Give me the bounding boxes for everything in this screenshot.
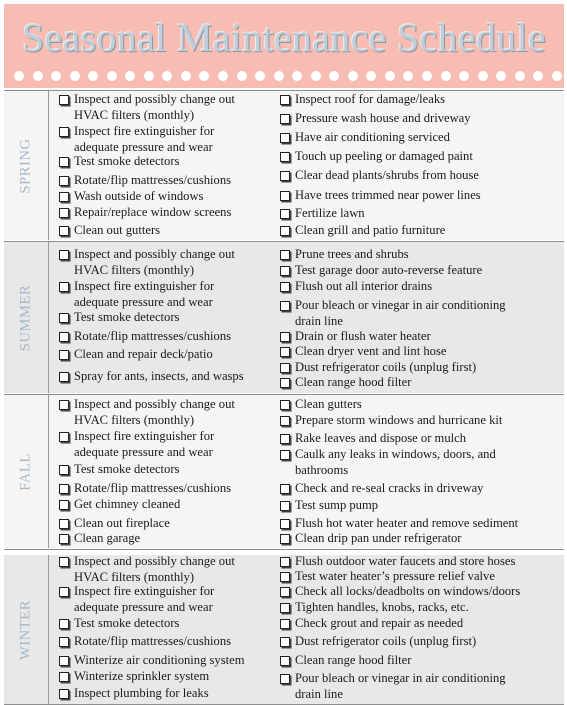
task-text: bathrooms: [295, 462, 349, 477]
task-text: Rotate/flip mattresses/cushions: [74, 481, 232, 495]
section-divider: [4, 549, 564, 550]
task-item: [59, 429, 214, 460]
season-section-spring: [4, 91, 564, 240]
task-text: Repair/replace window screens: [74, 205, 232, 219]
task-text: Inspect roof for damage/leaks: [295, 92, 446, 106]
task-item: [280, 344, 446, 360]
checkbox[interactable]: [59, 192, 69, 202]
season-name: SPRING: [17, 137, 34, 194]
checkbox[interactable]: [59, 656, 69, 666]
checkbox[interactable]: [280, 226, 290, 236]
task-text: Drain or flush water heater: [295, 329, 431, 343]
checkbox[interactable]: [59, 95, 69, 105]
task-item: [280, 600, 469, 616]
checkbox[interactable]: [59, 619, 69, 629]
task-text: Fertilize lawn: [295, 206, 365, 220]
task-item: [280, 375, 411, 391]
decorative-dot: [441, 71, 451, 81]
task-text: Check and re-seal cracks in driveway: [295, 481, 484, 495]
task-text: Clean gutters: [295, 397, 362, 411]
checkbox[interactable]: [280, 450, 290, 460]
section-divider: [4, 90, 564, 91]
decorative-dot: [14, 71, 24, 81]
task-item: [280, 130, 450, 146]
checkbox[interactable]: [280, 400, 290, 410]
checkbox[interactable]: [280, 95, 290, 105]
task-item: [280, 298, 506, 329]
task-item: [59, 686, 209, 702]
checkbox[interactable]: [59, 672, 69, 682]
checkbox[interactable]: [280, 266, 290, 276]
checkbox[interactable]: [59, 484, 69, 494]
task-text: adequate pressure and wear: [74, 444, 213, 459]
decorative-dot: [88, 71, 98, 81]
task-text: Caulk any leaks in windows, doors, and: [295, 447, 496, 461]
task-item: [59, 462, 179, 478]
decorative-dot: [218, 71, 228, 81]
task-text: Spray for ants, insects, and wasps: [74, 369, 244, 383]
checkbox[interactable]: [280, 434, 290, 444]
task-item: [59, 634, 231, 650]
task-text: adequate pressure and wear: [74, 599, 213, 614]
checkbox[interactable]: [280, 301, 290, 311]
checkbox[interactable]: [59, 587, 69, 597]
decorative-dot: [533, 71, 543, 81]
checkbox[interactable]: [280, 534, 290, 544]
decorative-dot: [33, 71, 43, 81]
task-text: HVAC filters (monthly): [74, 107, 195, 122]
decorative-dot: [385, 71, 395, 81]
task-item: [280, 397, 362, 413]
decorative-dot: [311, 71, 321, 81]
checkbox[interactable]: [280, 282, 290, 292]
task-text: Check grout and repair as needed: [295, 616, 464, 630]
task-item: [280, 481, 483, 497]
decorative-dot: [348, 71, 358, 81]
decorative-dot: [199, 71, 209, 81]
checkbox[interactable]: [280, 519, 290, 529]
section-divider: [4, 241, 564, 242]
checkbox[interactable]: [280, 637, 290, 647]
task-text: Rotate/flip mattresses/cushions: [74, 634, 232, 648]
task-item: [280, 149, 473, 165]
checkbox[interactable]: [59, 637, 69, 647]
task-text: drain line: [295, 686, 343, 701]
task-item: [59, 205, 231, 221]
task-text: Test garage door auto-reverse feature: [295, 263, 483, 277]
task-item: [280, 671, 506, 702]
task-item: [280, 431, 466, 447]
task-item: [59, 616, 179, 632]
checkbox[interactable]: [280, 378, 290, 388]
task-item: [280, 516, 518, 532]
task-text: Inspect fire extinguisher for: [74, 279, 215, 293]
season-section-summer: [4, 242, 564, 393]
decorative-dot: [496, 71, 506, 81]
dot-border: [14, 70, 562, 82]
task-item: [59, 531, 140, 547]
checkbox[interactable]: [280, 587, 290, 597]
task-item: [280, 569, 495, 585]
task-item: [280, 263, 482, 279]
task-item: [59, 124, 214, 155]
task-item: [59, 347, 213, 363]
task-item: [59, 279, 214, 310]
task-text: Inspect and possibly change out: [74, 92, 235, 106]
checkbox[interactable]: [59, 400, 69, 410]
task-text: Flush out all interior drains: [295, 279, 433, 293]
task-text: Get chimney cleaned: [74, 497, 181, 511]
task-text: Winterize air conditioning system: [74, 653, 245, 667]
decorative-dot: [51, 71, 61, 81]
checkbox[interactable]: [59, 557, 69, 567]
season-label-cell: [4, 91, 49, 240]
season-label-cell: [4, 242, 49, 393]
checkbox[interactable]: [280, 332, 290, 342]
task-item: [280, 329, 431, 345]
task-text: Clean garage: [74, 531, 141, 545]
task-text: Inspect plumbing for leaks: [74, 686, 209, 700]
season-name: WINTER: [17, 600, 34, 660]
task-text: Dust refrigerator coils (unplug first): [295, 634, 477, 648]
decorative-dot: [478, 71, 488, 81]
task-text: Clean and repair deck/patio: [74, 347, 213, 361]
task-text: Rake leaves and dispose or mulch: [295, 431, 467, 445]
task-text: Inspect fire extinguisher for: [74, 584, 215, 598]
decorative-dot: [70, 71, 80, 81]
task-text: Rotate/flip mattresses/cushions: [74, 329, 232, 343]
decorative-dot: [292, 71, 302, 81]
task-item: [280, 279, 432, 295]
task-item: [59, 223, 160, 239]
task-text: Rotate/flip mattresses/cushions: [74, 173, 232, 187]
task-item: [280, 206, 365, 222]
task-text: Pressure wash house and driveway: [295, 111, 471, 125]
season-section-fall: [4, 395, 564, 548]
checkbox[interactable]: [59, 332, 69, 342]
task-text: Clean out gutters: [74, 223, 161, 237]
task-item: [280, 634, 476, 650]
checkbox[interactable]: [59, 689, 69, 699]
task-item: [59, 369, 244, 385]
checkbox[interactable]: [280, 209, 290, 219]
task-text: Inspect fire extinguisher for: [74, 124, 215, 138]
task-text: Inspect fire extinguisher for: [74, 429, 215, 443]
task-text: Dust refrigerator coils (unplug first): [295, 360, 477, 374]
checkbox[interactable]: [59, 350, 69, 360]
checkbox[interactable]: [280, 171, 290, 181]
checkbox[interactable]: [59, 250, 69, 260]
decorative-dot: [515, 71, 525, 81]
task-text: Have trees trimmed near power lines: [295, 188, 481, 202]
checkbox[interactable]: [280, 501, 290, 511]
decorative-dot: [403, 71, 413, 81]
task-text: Inspect and possibly change out: [74, 555, 235, 568]
task-text: Wash outside of windows: [74, 189, 204, 203]
checkbox[interactable]: [59, 208, 69, 218]
decorative-dot: [181, 71, 191, 81]
checkbox[interactable]: [280, 603, 290, 613]
task-text: Pour bleach or vinegar in air conditioning: [295, 298, 506, 312]
task-item: [280, 616, 463, 632]
checkbox[interactable]: [59, 176, 69, 186]
checkbox[interactable]: [280, 572, 290, 582]
decorative-dot: [459, 71, 469, 81]
task-text: Clean range hood filter: [295, 653, 412, 667]
task-item: [280, 447, 496, 478]
checkbox[interactable]: [59, 465, 69, 475]
task-text: Prepare storm windows and hurricane kit: [295, 413, 503, 427]
task-text: Prune trees and shrubs: [295, 247, 409, 261]
task-text: Pour bleach or vinegar in air conditioning: [295, 671, 506, 685]
task-text: Test water heater’s pressure relief valve: [295, 569, 495, 583]
decorative-dot: [125, 71, 135, 81]
task-text: Clear dead plants/shrubs from house: [295, 168, 479, 182]
task-text: Inspect and possibly change out: [74, 397, 235, 411]
decorative-dot: [162, 71, 172, 81]
section-divider: [4, 394, 564, 395]
decorative-dot: [144, 71, 154, 81]
task-item: [59, 173, 231, 189]
task-text: Test smoke detectors: [74, 310, 180, 324]
decorative-dot: [552, 71, 562, 81]
task-text: Test smoke detectors: [74, 616, 180, 630]
task-item: [280, 111, 471, 127]
checkbox[interactable]: [280, 674, 290, 684]
task-text: Have air conditioning serviced: [295, 130, 450, 144]
task-item: [280, 188, 481, 204]
checkbox[interactable]: [280, 347, 290, 357]
task-item: [59, 497, 180, 513]
checkbox[interactable]: [59, 282, 69, 292]
checkbox[interactable]: [59, 157, 69, 167]
task-text: Clean dryer vent and lint hose: [295, 344, 447, 358]
task-text: HVAC filters (monthly): [74, 412, 195, 427]
task-item: [59, 516, 170, 532]
checkbox[interactable]: [59, 519, 69, 529]
season-section-winter: [4, 555, 564, 705]
checkbox[interactable]: [280, 250, 290, 260]
task-item: [59, 329, 231, 345]
task-item: [280, 223, 445, 239]
decorative-dot: [274, 71, 284, 81]
checkbox[interactable]: [280, 191, 290, 201]
task-item: [280, 584, 520, 600]
season-label-cell: [4, 395, 49, 548]
decorative-dot: [255, 71, 265, 81]
task-item: [59, 555, 235, 585]
task-item: [59, 154, 179, 170]
task-text: Check all locks/deadbolts on windows/doors: [295, 584, 521, 598]
task-text: Inspect and possibly change out: [74, 247, 235, 261]
task-item: [280, 498, 378, 514]
season-label-cell: [4, 555, 49, 705]
decorative-dot: [422, 71, 432, 81]
page-title: Seasonal Maintenance Schedule: [21, 15, 547, 60]
decorative-dot: [107, 71, 117, 81]
checkbox[interactable]: [280, 416, 290, 426]
task-text: Clean drip pan under refrigerator: [295, 531, 462, 545]
task-item: [280, 92, 445, 108]
decorative-dot: [329, 71, 339, 81]
task-item: [59, 310, 179, 326]
task-text: Clean grill and patio furniture: [295, 223, 446, 237]
task-text: Flush hot water heater and remove sediment: [295, 516, 519, 530]
task-text: Flush outdoor water faucets and store hoses: [295, 555, 516, 568]
checkbox[interactable]: [59, 500, 69, 510]
checkbox[interactable]: [280, 656, 290, 666]
task-text: drain line: [295, 313, 343, 328]
task-item: [59, 584, 214, 615]
decorative-dot: [237, 71, 247, 81]
checkbox[interactable]: [280, 363, 290, 373]
checkbox[interactable]: [59, 372, 69, 382]
task-text: adequate pressure and wear: [74, 294, 213, 309]
task-item: [280, 247, 409, 263]
task-item: [280, 413, 502, 429]
task-item: [280, 531, 461, 547]
checkbox[interactable]: [59, 534, 69, 544]
task-item: [59, 481, 231, 497]
decorative-dot: [366, 71, 376, 81]
title-banner: [4, 4, 564, 88]
season-name: SUMMER: [17, 284, 34, 351]
task-item: [280, 653, 411, 669]
checkbox[interactable]: [280, 484, 290, 494]
task-item: [59, 397, 235, 428]
checkbox[interactable]: [280, 152, 290, 162]
task-text: HVAC filters (monthly): [74, 262, 195, 277]
checkbox[interactable]: [280, 557, 290, 567]
task-item: [59, 189, 203, 205]
task-text: Tighten handles, knobs, racks, etc.: [295, 600, 469, 614]
checkbox[interactable]: [59, 432, 69, 442]
checkbox[interactable]: [280, 619, 290, 629]
checkbox[interactable]: [59, 226, 69, 236]
task-item: [59, 247, 235, 278]
task-text: Clean range hood filter: [295, 375, 412, 389]
task-text: HVAC filters (monthly): [74, 569, 195, 584]
task-item: [280, 168, 479, 184]
task-text: Test smoke detectors: [74, 154, 180, 168]
task-item: [59, 669, 209, 685]
checkbox[interactable]: [280, 114, 290, 124]
task-text: adequate pressure and wear: [74, 139, 213, 154]
task-text: Test smoke detectors: [74, 462, 180, 476]
checkbox[interactable]: [59, 313, 69, 323]
checkbox[interactable]: [280, 133, 290, 143]
task-item: [59, 653, 245, 669]
task-text: Clean out fireplace: [74, 516, 170, 530]
task-item: [59, 92, 235, 123]
task-text: Winterize sprinkler system: [74, 669, 210, 683]
task-text: Touch up peeling or damaged paint: [295, 149, 473, 163]
checkbox[interactable]: [59, 127, 69, 137]
task-item: [280, 555, 515, 570]
task-item: [280, 360, 476, 376]
task-text: Test sump pump: [295, 498, 379, 512]
season-name: FALL: [17, 452, 34, 491]
